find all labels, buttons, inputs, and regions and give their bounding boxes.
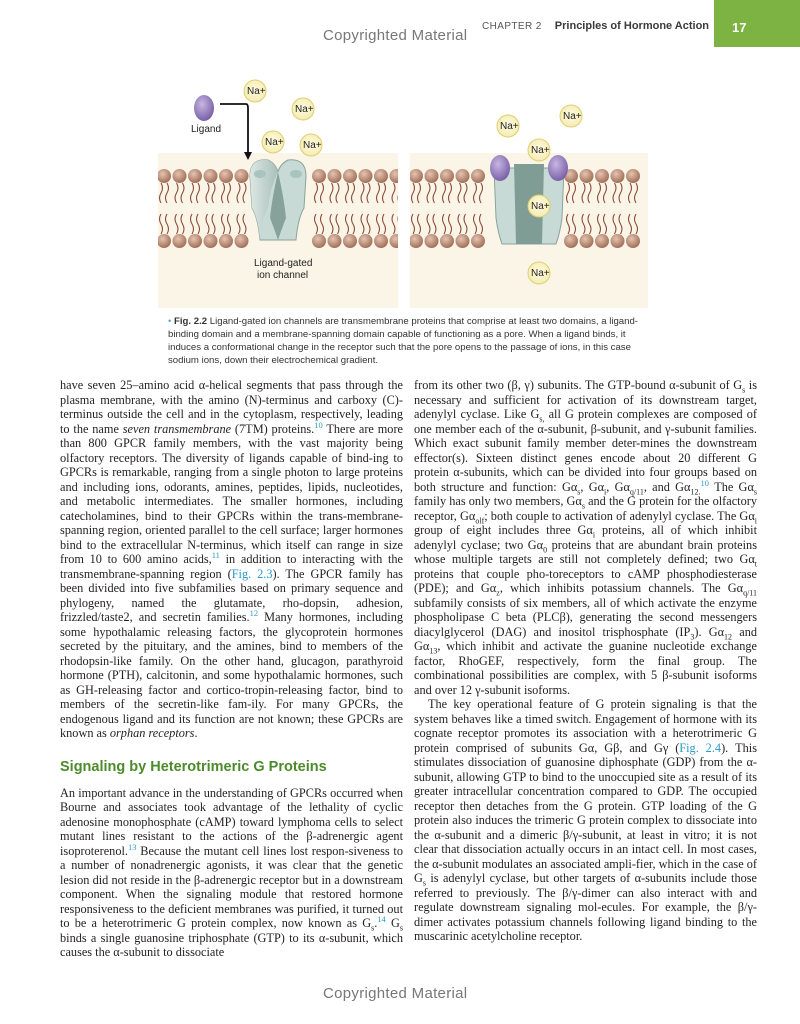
figure-2-2 <box>158 68 648 308</box>
figure-panel-open-channel <box>410 68 648 308</box>
ligand-gated-channel-open <box>490 155 568 244</box>
svg-text:Na+: Na+ <box>303 140 322 151</box>
lipid-head <box>425 234 439 248</box>
paragraph: from its other two (β, γ) subunits. The GTP-bound α-subunit of $G_s$ is necessary and sufficient for activation of its downstream target, adenylyl cyclase. Like $G_{s,}$ all G protein complexes are composed of one member each of the α-subunit, β-subunit, and γ-subunit families. Which exact subunit family member deter-mines the downstream effector(s). Sixteen distinct genes encode about 20 different G protein α-subunits, which can be divided into four groups based on both structure and function: $G\alpha_s$, $G\alpha_i$, $G\alpha_{q/11}$, and $G\alpha_{12.}^{10}$ The $G\alpha_s$ family has only two members, $G\alpha_s$ and the G protein for the olfactory receptor, $G\alpha_{olf}$; both couple to activation of adenylyl cyclase. The $G\alpha_i$ group of eight includes three $G\alpha_i$ proteins, all of which inhibit adenylyl cyclase; two $G\alpha_0$ proteins that are abundant brain proteins whose multiple targets are still not completely defined; two $G\alpha_t$ proteins that couple pho-toreceptors to cAMP phosphodiesterase (PDE); and $G\alpha_z$, which inhibits potassium channels. The $G\alpha_{q/11}$ subfamily consists of six members, all of which activate the enzyme phospholipase C beta (PLCβ), generating the second messengers diacylglycerol (DAG) and inositol trisphosphate $(IP_3)$. $G\alpha_{12}$ and $G\alpha_{13}$, which inhibit and activate the guanine nucleotide exchange factor, RhoGEF, respectively, form the final group. The combinational possibilities are complex, with 5 β-subunit isoforms and over 12 γ-subunit isoforms. <box>414 378 758 697</box>
page-number-tab <box>714 0 800 47</box>
lipid-head <box>626 169 640 183</box>
svg-text:Na+: Na+ <box>265 137 284 148</box>
svg-text:Na+: Na+ <box>247 86 266 97</box>
figure-number: Fig. 2.2 <box>174 316 208 327</box>
running-head <box>482 20 709 32</box>
watermark-top: Copyrighted Material <box>323 27 468 44</box>
lipid-head <box>343 234 357 248</box>
right-column <box>414 378 757 944</box>
lipid-head <box>188 169 202 183</box>
figure-caption <box>168 315 643 367</box>
lipid-head <box>374 234 388 248</box>
lipid-head <box>204 234 218 248</box>
figure-panel-closed-channel <box>158 68 398 308</box>
svg-text:Na+: Na+ <box>563 111 582 122</box>
caption-text: Ligand-gated ion channels are transmembrane proteins that comprise at least two domains, a ligand-binding domain and a membrane-spanning domain capable of functioning as a pore. When a ligand binds, it induces a conformational change in the receptor such that the pore opens to the passage of ions, in this case sodium ions, down their electrochemical gradient. <box>168 316 638 366</box>
lipid-head <box>343 169 357 183</box>
lipid-head <box>471 169 485 183</box>
lipid-head <box>425 169 439 183</box>
lipid-head <box>173 234 187 248</box>
lipid-head <box>219 234 233 248</box>
lipid-head <box>219 169 233 183</box>
lipid-head <box>374 169 388 183</box>
lipid-head <box>580 234 594 248</box>
lipid-head <box>456 234 470 248</box>
ligand-icon <box>194 95 214 121</box>
svg-text:Na+: Na+ <box>531 268 550 279</box>
paragraph: An important advance in the understanding of GPCRs occurred when Bourne and associates took advantage of the lethality of cyclic adenosine monophosphate (cAMP) toward lymphoma cells to select mutant lines resistant to the actions of the β-adrenergic agent isoproterenol.$^{13}$ Because the mutant cell lines lost respon-siveness to a number of nonadrenergic agonists, it was clear that the genetic lesion did not reside in the β-adrenergic receptor but in a downstream component. When the signaling module that restored hormone responsiveness to the deficient membranes was purified, it turned out to be a heterotrimeric G protein complex, now known as $G_s.^{14}$ $G_s$ binds a single guanosine triphosphate (GTP) to its α-subunit, which causes the α-subunit to dissociate <box>60 785 403 959</box>
lipid-head <box>359 169 373 183</box>
chapter-number: CHAPTER 2 <box>482 21 542 32</box>
paragraph: The key operational feature of G protein signaling is that the system behaves like a timed switch. Engagement of hormone with its cognate receptor promotes its association with a heterotrimeric G protein comprised of subunits Gα, Gβ, and Gγ (Fig. 2.4). This stimulates dissociation of guanosine diphosphate (GDP) from the α-subunit, allowing GTP to bind to the unoccupied site as a result of its greater intracellular concentration compared to GDP. The occupied receptor then detaches from the G protein. GTP loading of the G protein also induces the trimeric G protein complex to dissociate into the α-subunit and a dimeric β/γ-subunit, at least in vitro; it is not clear that dissociation actually occurs in an intact cell. In most cases, the α-subunit modulates an associated ampli-fier, which in the case of $G_s$ is adenylyl cyclase, but other targets of α-subunits include those referred to previously. The β/γ-dimer can also interact with and regulate downstream signaling mol-ecules. For example, the β/γ-dimer activates potassium channels following ligand binding to the muscarinic acetylcholine receptor. <box>414 697 757 943</box>
lipid-head <box>328 169 342 183</box>
lipid-head <box>235 234 249 248</box>
citation-link[interactable]: 10 <box>700 477 709 488</box>
svg-text:Na+: Na+ <box>531 201 550 212</box>
chapter-title: Principles of Hormone Action <box>554 20 710 32</box>
sodium-ion-icon <box>244 80 266 102</box>
section-heading: Signaling by Heterotrimeric G Proteins <box>60 758 327 775</box>
watermark-bottom: Copyrighted Material <box>323 985 468 1002</box>
caption-bullet: • <box>168 316 172 327</box>
lipid-head <box>312 234 326 248</box>
lipid-head <box>328 234 342 248</box>
page-number: 17 <box>732 20 747 35</box>
lipid-head <box>312 169 326 183</box>
figure-link[interactable]: Fig. 2.4 <box>679 740 722 755</box>
sodium-ion-icon <box>528 195 550 217</box>
lipid-head <box>471 234 485 248</box>
binding-arrow <box>220 104 248 154</box>
sodium-ion-icon <box>560 105 582 127</box>
ligand-gated-channel-closed <box>250 160 306 240</box>
lipid-head <box>440 234 454 248</box>
channel-label: ion channel <box>257 270 309 281</box>
lipid-head <box>359 234 373 248</box>
citation-link[interactable]: 13 <box>127 841 137 852</box>
lipid-head <box>626 234 640 248</box>
sodium-ion-icon <box>528 262 550 284</box>
citation-link[interactable]: 12 <box>249 607 259 618</box>
citation-link[interactable]: 10 <box>314 419 323 430</box>
sodium-ion-icon <box>262 131 284 153</box>
citation-link[interactable]: 14 <box>377 913 386 924</box>
sodium-ion-icon <box>300 134 322 156</box>
svg-text:Na+: Na+ <box>531 145 550 156</box>
lipid-head <box>440 169 454 183</box>
lipid-head <box>564 234 578 248</box>
sodium-ion-icon <box>497 115 519 137</box>
lipid-head <box>595 234 609 248</box>
figure-link[interactable]: Fig. 2.3 <box>231 566 273 581</box>
sodium-ion-icon <box>292 98 314 120</box>
ligand-icon <box>548 155 568 181</box>
lipid-head <box>580 169 594 183</box>
ligand-icon <box>490 155 510 181</box>
citation-link[interactable]: 11 <box>211 549 220 560</box>
lipid-head <box>173 169 187 183</box>
lipid-head <box>611 169 625 183</box>
lipid-head <box>611 234 625 248</box>
svg-text:Na+: Na+ <box>500 121 519 132</box>
page-header <box>0 0 800 47</box>
channel-label: Ligand-gated <box>254 258 313 269</box>
lipid-head <box>456 169 470 183</box>
svg-text:Na+: Na+ <box>295 104 314 115</box>
paragraph: have seven 25–amino acid α-helical segments that pass through the plasma membrane, with the amino (N)-terminus and carboxy (C)-terminus outside the cell and in the cytoplasm, respectively, leading to the name seven transmembrane (7TM) proteins.$^{10}$ There are more than 800 GPCR family members, with the vast majority being olfactory receptors. The diversity of ligands capable of bind-ing to GPCRs is remarkable, ranging from a single photon to large proteins and including ions, odorants, amines, peptides, lipids, nucleotides, and metabolic intermediates. The smaller hormones, including catecholamines, bind to their GPCRs within the trans-membrane-spanning region, oriented parallel to the cell surface; larger hormones bind to the extracellular N-terminus, which itself can range in size from 10 to 600 amino acids,$^{11}$ in addition to interacting with the transmembrane-spanning region (Fig. 2.3). The GPCR family has been divided into five subfamilies based on primary sequence and phylogeny, named the glutamate, rho-dopsin, adhesion, frizzled/taste2, and secretin families.$^{12}$ Many hormones, including some hypothalamic releasing factors, the glycoprotein hormones secreted by the pituitary, and the amines, bind to members of the rhodopsin-like family. On the other hand, glucagon, parathyroid hormone (PTH), calcitonin, and some hypothalamic hormones, such as GH-releasing factor and cortico-tropin-releasing factor, bind to members of the secretin-like fam-ily. For many GPCRs, the endogenous ligand and its function are not known; these GPCRs are known as orphan receptors. <box>60 378 403 740</box>
ligand-label: Ligand <box>191 124 222 135</box>
lipid-head <box>204 169 218 183</box>
lipid-head <box>235 169 249 183</box>
sodium-ion-icon <box>528 139 550 161</box>
lipid-head <box>595 169 609 183</box>
lipid-head <box>188 234 202 248</box>
left-column <box>60 378 403 960</box>
